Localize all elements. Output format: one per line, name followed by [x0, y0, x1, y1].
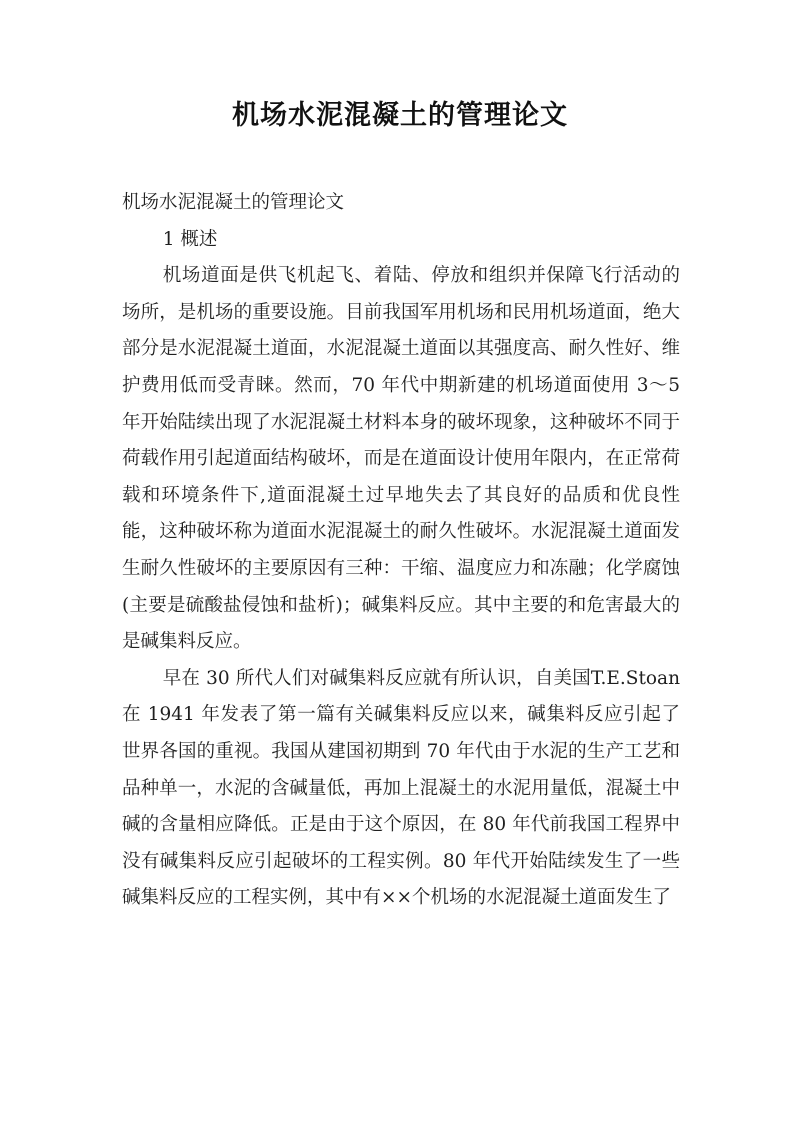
section-heading: 1 概述 [162, 228, 218, 250]
page-title: 机场水泥混凝土的管理论文 [232, 100, 568, 131]
paragraph: 机场道面是供飞机起飞、着陆、停放和组织并保障飞行活动的场所，是机场的重要设施。目前我国军用机场和民用机场道面，绝大部分是水泥混凝土道面，水泥混凝土道面以其强度高、耐久性好、维护费用低而受青睐。然而，70 年代中期新建的机场道面使用 3～5 年开始陆续出现了水泥混凝土材料本身的破坏现象，这种破坏不同于荷载作用引起道面结构破坏，而是在道面设计使用年限内，在正常荷载和环境条件下,道面混凝土过早地失去了其良好的品质和优良性能，这种破坏称为道面水泥混凝土的耐久性破坏。水泥混凝土道面发生耐久性破坏的主要原因有三种：干缩、温度应力和冻融；化学腐蚀(主要是硫酸盐侵蚀和盐析)；碱集料反应。其中主要的和危害最大的是碱集料反应。 [122, 265, 680, 653]
document-subtitle: 机场水泥混凝土的管理论文 [122, 192, 345, 213]
paragraph: 早在 30 所代人们对碱集料反应就有所认识，自美国T.E.Stoan 在 1941 年发表了第一篇有关碱集料反应以来，碱集料反应引起了世界各国的重视。我国从建国初期到 70 年代由于水泥的生产工艺和品种单一，水泥的含碱量低，再加上混凝土的水泥用量低，混凝土中碱的含量相应降低。正是由于这个原因，在 80 年代前我国工程界中没有碱集料反应引起破坏的工程实例。80 年代开始陆续发生了一些碱集料反应的工程实例，其中有××个机场的水泥混凝土道面发生了 [122, 667, 680, 909]
document-body [122, 185, 680, 917]
